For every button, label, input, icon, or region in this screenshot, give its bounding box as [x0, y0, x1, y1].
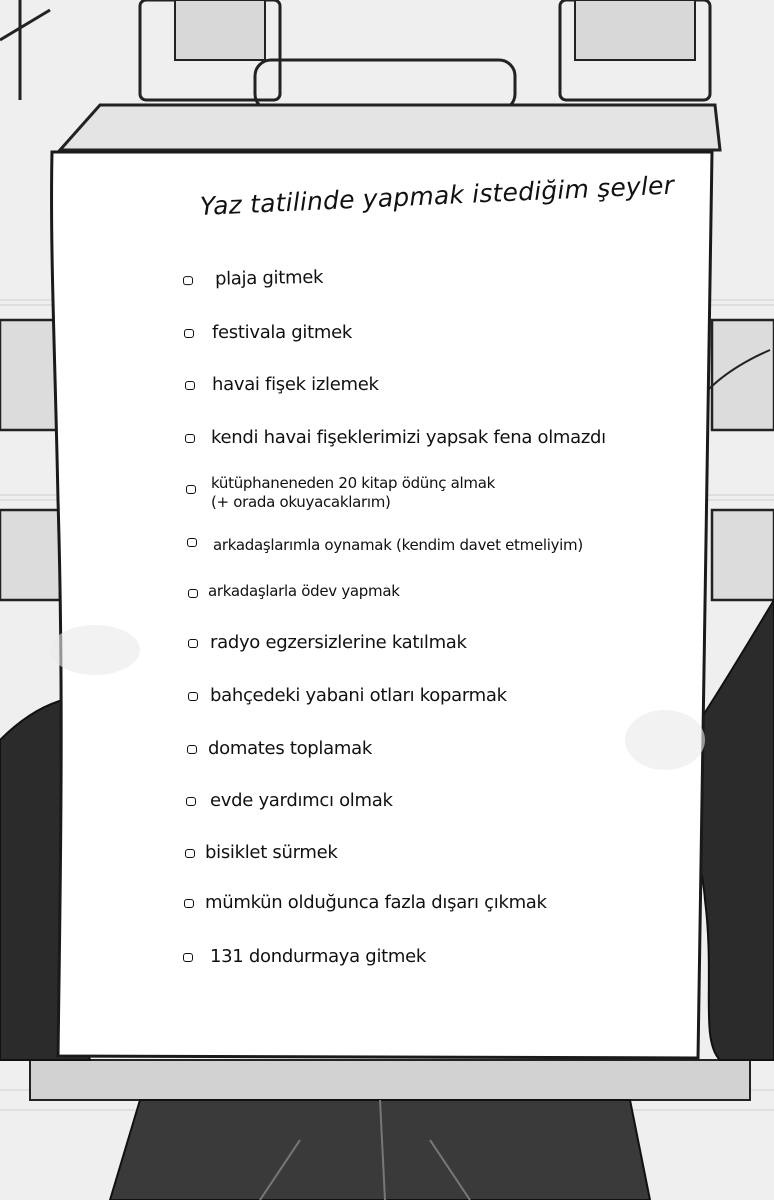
list-item: domates toplamak — [187, 738, 372, 759]
list-title: Yaz tatilinde yapmak istediğim şeyler — [199, 170, 675, 221]
checkbox-icon — [183, 276, 193, 285]
checkbox-icon — [184, 329, 194, 338]
list-item: 131 dondurmaya gitmek — [183, 946, 426, 967]
list-item: festivala gitmek — [184, 322, 352, 343]
list-item: kütüphaneneden 20 kitap ödünç almak (+ orada okuyacaklarım) — [186, 474, 495, 511]
list-item: mümkün olduğunca fazla dışarı çıkmak — [184, 892, 547, 913]
list-item: arkadaşlarla ödev yapmak — [188, 582, 400, 600]
checkbox-icon — [185, 849, 195, 858]
checkbox-icon — [188, 589, 198, 598]
list-item: kendi havai fişeklerimizi yapsak fena olmazdı — [185, 427, 606, 448]
list-item: bahçedeki yabani otları koparmak — [188, 685, 507, 706]
checkbox-icon — [188, 692, 198, 701]
checkbox-icon — [185, 381, 195, 390]
list-item: havai fişek izlemek — [185, 374, 379, 395]
list-item: evde yardımcı olmak — [186, 790, 393, 811]
checkbox-icon — [183, 953, 193, 962]
list-item: arkadaşlarımla oynamak (kendim davet etmeliyim) — [187, 536, 583, 554]
checkbox-icon — [187, 538, 197, 547]
list-item: radyo egzersizlerine katılmak — [188, 632, 467, 653]
checkbox-icon — [186, 485, 196, 494]
checkbox-icon — [187, 745, 197, 754]
list-item: bisiklet sürmek — [185, 842, 338, 863]
checkbox-icon — [188, 639, 198, 648]
list-item: plaja gitmek — [183, 267, 323, 290]
checkbox-icon — [185, 434, 195, 443]
checkbox-icon — [184, 899, 194, 908]
checkbox-icon — [186, 797, 196, 806]
